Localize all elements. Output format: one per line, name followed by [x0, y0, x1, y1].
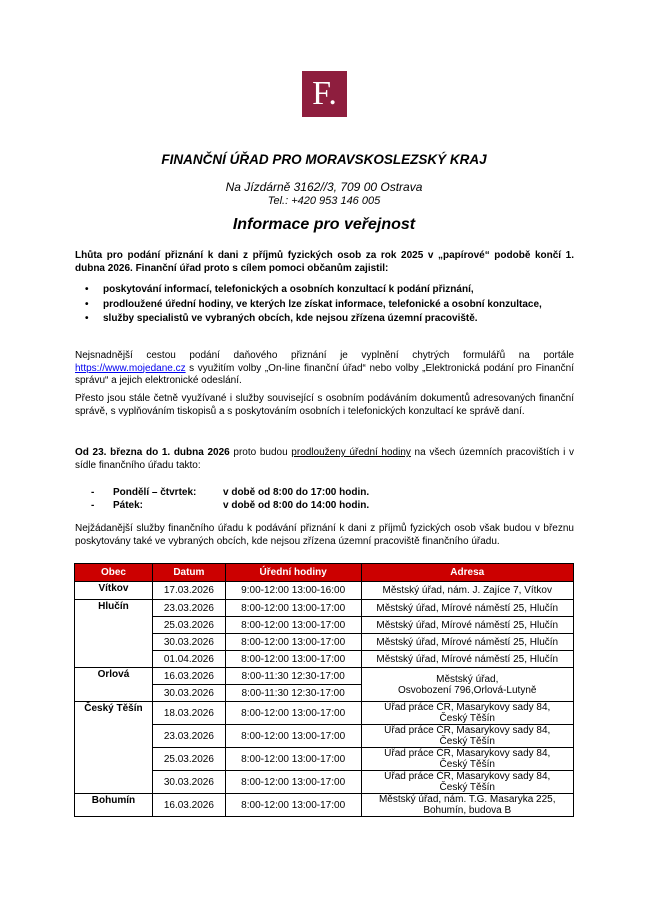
cell-datum: 16.03.2026 — [152, 794, 225, 817]
cell-adresa: Úřad práce ČR, Masarykovy sady 84, Český Těšín — [361, 771, 574, 794]
paragraph-online-start: Nejsnadnější cestou podání daňového přiznání je vyplnění chytrých formulářů na portále — [75, 350, 574, 361]
cell-hodiny: 8:00-12:00 13:00-17:00 — [225, 771, 361, 794]
hours-dash: - — [91, 499, 95, 511]
cell-adresa: Městský úřad, Osvobození 796,Orlová-Lutyně — [361, 668, 574, 702]
financni-urad-logo — [302, 71, 347, 117]
paragraph-online — [75, 350, 574, 388]
intro-paragraph: Lhůta pro podání přiznání k dani z příjmů fyzických osob za rok 2025 v „papírové“ podobě končí 1. dubna 2026. Finanční úřad proto s cílem pomoci občanům zajistil: — [75, 250, 574, 274]
hours-time: v době od 8:00 do 14:00 hodin. — [223, 499, 370, 511]
list-item: • prodloužené úřední hodiny, ve kterých lze získat informace, telefonické a osobní konzultace, — [75, 299, 574, 312]
paragraph-online-end: s využitím volby „On-line finanční úřad“ nebo volby „Elektronická podání pro Finanční správu“ a jejich elektronické odeslání. — [75, 362, 574, 386]
table-row — [75, 794, 574, 817]
cell-adresa: Úřad práce ČR, Masarykovy sady 84, Český Těšín — [361, 725, 574, 748]
cell-datum: 25.03.2026 — [152, 748, 225, 771]
cell-datum: 30.03.2026 — [152, 771, 225, 794]
cell-adresa: Městský úřad, Mírové náměstí 25, Hlučín — [361, 651, 574, 668]
office-address: Na Jízdárně 3162//3, 709 00 Ostrava — [225, 180, 423, 194]
cell-obec: Bohumín — [75, 794, 153, 817]
cell-datum: 30.03.2026 — [152, 685, 225, 702]
extended-hours-text: prodlouženy úřední hodiny — [291, 447, 411, 458]
cell-adresa: Úřad práce ČR, Masarykovy sady 84, Český Těšín — [361, 702, 574, 725]
header-datum: Datum — [152, 564, 225, 582]
cell-hodiny: 8:00-12:00 13:00-17:00 — [225, 702, 361, 725]
cell-hodiny: 8:00-11:30 12:30-17:00 — [225, 668, 361, 685]
cell-obec: Orlová — [75, 668, 153, 702]
cell-hodiny: 8:00-12:00 13:00-17:00 — [225, 748, 361, 771]
cell-datum: 17.03.2026 — [152, 582, 225, 600]
cell-datum: 30.03.2026 — [152, 634, 225, 651]
hours-row — [75, 500, 369, 513]
paragraph-hours — [75, 447, 574, 472]
cell-adresa: Úřad práce ČR, Masarykovy sady 84, Český Těšín — [361, 748, 574, 771]
hours-mid: proto budou — [229, 447, 292, 458]
cell-hodiny: 8:00-12:00 13:00-17:00 — [225, 600, 361, 617]
cell-adresa: Městský úřad, Mírové náměstí 25, Hlučín — [361, 617, 574, 634]
cell-adresa: Městský úřad, Mírové náměstí 25, Hlučín — [361, 634, 574, 651]
table-row — [75, 582, 574, 600]
cell-hodiny: 9:00-12:00 13:00-16:00 — [225, 582, 361, 600]
hours-row — [75, 487, 369, 500]
hours-day: Pondělí – čtvrtek: — [113, 487, 197, 498]
hours-day: Pátek: — [113, 499, 144, 511]
hours-time: v době od 8:00 do 17:00 hodin. — [223, 487, 370, 498]
office-title: FINANČNÍ ÚŘAD PRO MORAVSKOSLEZSKÝ KRAJ — [161, 152, 487, 167]
cell-obec: Hlučín — [75, 600, 153, 668]
mojedane-link[interactable]: https://www.mojedane.cz — [75, 362, 186, 374]
cell-hodiny: 8:00-12:00 13:00-17:00 — [225, 617, 361, 634]
schedule-table — [74, 563, 574, 817]
cell-hodiny: 8:00-11:30 12:30-17:00 — [225, 685, 361, 702]
hours-end: na všech územních pracovištích i v sídle finančního úřadu takto: — [75, 447, 574, 471]
table-row — [75, 600, 574, 617]
office-phone: Tel.: +420 953 146 005 — [267, 195, 381, 207]
cell-hodiny: 8:00-12:00 13:00-17:00 — [225, 794, 361, 817]
cell-obec: Vítkov — [75, 582, 153, 600]
cell-hodiny: 8:00-12:00 13:00-17:00 — [225, 725, 361, 748]
cell-adresa: Městský úřad, Mírové náměstí 25, Hlučín — [361, 600, 574, 617]
cell-adresa: Městský úřad, nám. T.G. Masaryka 225, Bohumín, budova B — [361, 794, 574, 817]
cell-datum: 01.04.2026 — [152, 651, 225, 668]
cell-datum: 16.03.2026 — [152, 668, 225, 685]
page-heading: Informace pro veřejnost — [232, 216, 416, 233]
service-list — [75, 284, 574, 328]
hours-dates: Od 23. března do 1. dubna 2026 — [75, 447, 230, 458]
table-row — [75, 668, 574, 685]
table-row — [75, 702, 574, 725]
cell-hodiny: 8:00-12:00 13:00-17:00 — [225, 651, 361, 668]
cell-obec: Český Těšín — [75, 702, 153, 794]
paragraph-services: Přesto jsou stále četně využívané i služby související s osobním podáváním dokumentů adresovaných finanční správě, s vyplňováním tiskopisů a s poskytováním osobních i telefonických konzultací ke správě daní. — [75, 393, 574, 417]
header-adresa: Adresa — [361, 564, 574, 582]
paragraph-municipalities: Nejžádanější služby finančního úřadu k podávání přiznání k dani z příjmů fyzických osob však budou v březnu poskytovány také ve vybraných obcích, kde nejsou zřízena územní pracoviště finančního úřadu. — [75, 523, 574, 547]
cell-datum: 23.03.2026 — [152, 725, 225, 748]
office-hours-list — [75, 487, 369, 512]
cell-datum: 18.03.2026 — [152, 702, 225, 725]
header-hodiny: Úřední hodiny — [225, 564, 361, 582]
cell-adresa: Městský úřad, nám. J. Zajíce 7, Vítkov — [361, 582, 574, 600]
table-header-row — [75, 564, 574, 582]
cell-hodiny: 8:00-12:00 13:00-17:00 — [225, 634, 361, 651]
hours-dash: - — [91, 487, 95, 498]
logo-letter: F. — [312, 75, 337, 112]
cell-datum: 25.03.2026 — [152, 617, 225, 634]
list-item: • poskytování informací, telefonických a osobních konzultací k podání přiznání, — [75, 284, 574, 297]
header-obec: Obec — [75, 564, 153, 582]
cell-datum: 23.03.2026 — [152, 600, 225, 617]
list-item: • služby specialistů ve vybraných obcích, kde nejsou zřízena územní pracoviště. — [75, 313, 574, 326]
